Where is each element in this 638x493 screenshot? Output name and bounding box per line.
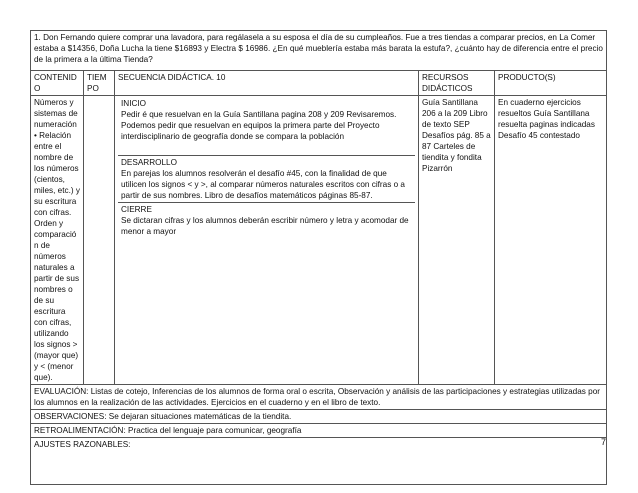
page-number: 7 [600, 437, 606, 447]
secuencia-cell [115, 96, 419, 385]
retroalimentacion-row [31, 424, 607, 438]
content-row [31, 96, 607, 385]
cierre-title: CIERRE [121, 205, 152, 214]
observaciones-cell: OBSERVACIONES: Se dejaran situaciones matemáticas de la tiendita. [31, 410, 607, 424]
producto-cell: En cuaderno ejercicios resueltos Guía Santillana resuelta paginas indicadas Desafío 45 contestado [495, 96, 607, 385]
inicio-block [118, 97, 415, 155]
cierre-text: Se dictaran cifras y los alumnos deberán escribir número y letra y acomodar de menor a mayor [121, 216, 409, 236]
desarrollo-text: En parejas los alumnos resolverán el desafío #45, con la finalidad de que utilicen los signos < y >, al comparar números naturales escritos con cifras o a partir de sus nombres. Libro de desafíos matemáticos páginas 85-87. [121, 169, 405, 200]
cierre-block [118, 202, 415, 267]
inicio-text: Pedir é que resuelvan en la Guía Santillana pagina 208 y 209 Revisaremos. Podemos pedir que resuelvan en equipos la primera parte del Proyecto interdisciplinario de geografía donde se compara la población [121, 110, 397, 141]
lesson-plan-table [30, 30, 607, 485]
observaciones-row [31, 410, 607, 424]
header-recursos: RECURSOS DIDÁCTICOS [419, 71, 495, 96]
header-contenido: CONTENIDO [31, 71, 84, 96]
problem-statement: 1. Don Fernando quiere comprar una lavadora, para regálasela a su esposa el día de su cumpleaños. Fue a tres tiendas a comparar precios, en La Comer estaba a $14356, Doña Lucha la tiene $16893 y Electra $ 16986. ¿En qué mueblería estaba más barata la estufa?, ¿cuánto hay de diferencia entre el precio de la primera a la última Tienda? [31, 31, 607, 71]
recursos-cell: Guía Santillana 206 a la 209 Libro de texto SEP Desafíos pág. 85 a 87 Carteles de tiendita y fondita Pizarrón [419, 96, 495, 385]
inicio-title: INICIO [121, 99, 147, 108]
contenido-cell: Números y sistemas de numeración • Relación entre el nombre de los números (cientos, miles, etc.) y su escritura con cifras. Orden y comparación de números naturales a partir de sus nombres o de su escritura con cifras, utilizando los signos > (mayor que) y < (menor que). [31, 96, 84, 385]
retroalimentacion-cell: RETROALIMENTACIÓN: Practica del lenguaje para comunicar, geografía [31, 424, 607, 438]
header-secuencia: SECUENCIA DIDÁCTICA. 10 [115, 71, 419, 96]
header-tiempo: TIEMPO [84, 71, 115, 96]
ajustes-cell: AJUSTES RAZONABLES: [31, 438, 607, 485]
evaluacion-cell: EVALUACIÓN: Listas de cotejo, Inferencias de los alumnos de forma oral o escrita, Observación y análisis de las participaciones y estrategias utilizadas por los alumnos en la realización de las actividades. Ejercicios en el cuaderno y en el libro de texto. [31, 385, 607, 410]
header-producto: PRODUCTO(S) [495, 71, 607, 96]
problem-row [31, 31, 607, 71]
header-row [31, 71, 607, 96]
ajustes-row [31, 438, 607, 485]
evaluacion-row [31, 385, 607, 410]
desarrollo-block [118, 155, 415, 202]
tiempo-cell [84, 96, 115, 385]
desarrollo-title: DESARROLLO [121, 158, 177, 167]
